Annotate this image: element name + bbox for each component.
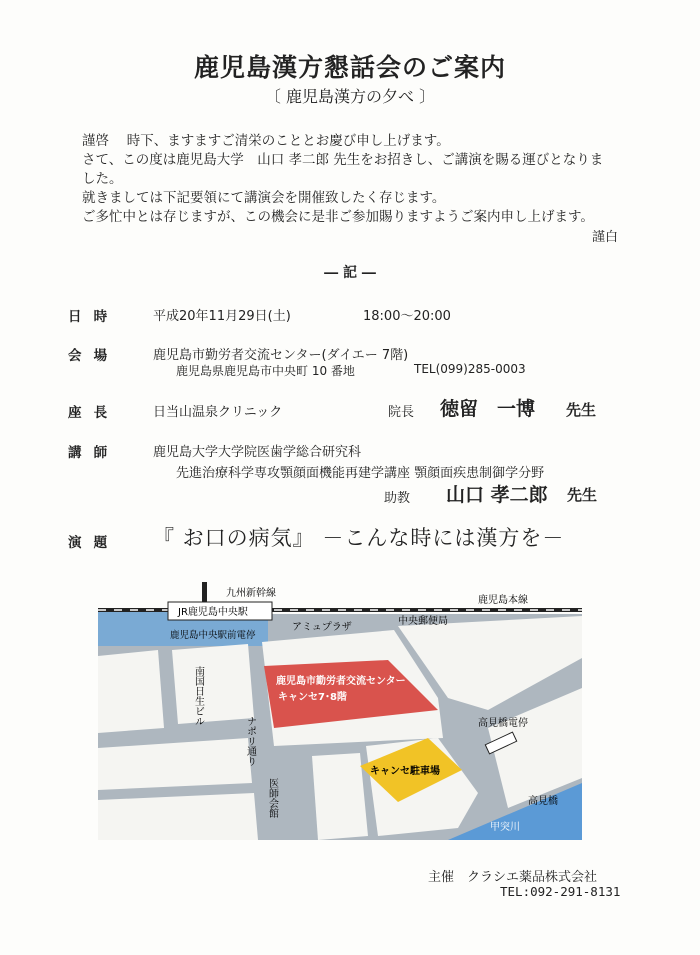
venue-label: 会場 — [68, 348, 120, 364]
lecturer-affiliation2: 先進治療科学専攻顎顔面機能再建学講座 顎顔面疾患制御学分野 — [176, 466, 545, 481]
chair-title: 院長 — [388, 405, 415, 420]
event-date: 平成20年11月29日(土) — [153, 309, 291, 324]
venue-map-label1: 鹿児島市勤労者交流センター — [276, 676, 406, 687]
city-block — [172, 644, 254, 724]
chair-affiliation: 日当山温泉クリニック — [153, 405, 283, 420]
greeting-text — [82, 132, 622, 227]
post-office-label: 中央郵便局 — [398, 616, 448, 627]
closing-word: 謹白 — [591, 230, 618, 245]
greeting-line: 就きましては下記要領にて講演会を開催致したく存じます。 — [82, 190, 446, 206]
ishikai-label: 医師会館 — [266, 778, 278, 818]
lecturer-label: 講師 — [68, 445, 120, 461]
lecturer-name: 山口 孝二郎 — [446, 484, 548, 506]
lecturer-title: 助教 — [384, 491, 411, 506]
station-front-label: 鹿児島中央駅前電停 — [170, 630, 256, 641]
venue-map-label2: キャンセ7･8階 — [278, 692, 347, 703]
chair-name: 徳留 一博 — [440, 398, 536, 420]
page-subtitle: 〔 鹿児島漢方の夕べ 〕 — [264, 87, 436, 106]
organizer-tel: TEL:092-291-8131 — [500, 884, 621, 899]
jr-station-label: JR鹿児島中央駅 — [178, 607, 248, 618]
event-time: 18:00～20:00 — [363, 309, 451, 324]
greeting-line: ご多忙中とは存じますが、この機会に是非ご参加賜りますようご案内申し上げます。 — [82, 209, 594, 225]
city-block — [312, 753, 368, 840]
river-label: 甲突川 — [490, 822, 520, 833]
parking-label: キャンセ駐車場 — [370, 766, 440, 777]
ki-heading: ― 記 ― — [324, 265, 376, 281]
main-line-label: 鹿児島本線 — [478, 595, 528, 606]
chair-honorific: 先生 — [566, 401, 597, 419]
city-block — [98, 793, 258, 840]
lecturer-affiliation1: 鹿児島大学大学院医歯学総合研究科 — [153, 445, 362, 460]
takamibashi-label: 高見橋 — [528, 796, 558, 807]
amu-plaza-label: アミュプラザ — [292, 622, 352, 633]
lecturer-honorific: 先生 — [567, 486, 598, 504]
takamibashi-stop-label: 高見橋電停 — [478, 718, 528, 729]
greeting-line: した。 — [82, 171, 123, 187]
venue-tel: TEL(099)285-0003 — [414, 362, 526, 376]
chair-label: 座長 — [68, 405, 120, 421]
napoli-label: ナポリ通り — [244, 716, 256, 766]
venue-address: 鹿児島県鹿児島市中央町 10 番地 — [176, 364, 355, 378]
greeting-line: さて、この度は鹿児島大学 山口 孝二郎 先生をお招きし、ご講演を賜る運びとなりま — [82, 152, 604, 168]
datetime-label: 日時 — [68, 309, 120, 325]
city-block — [98, 650, 164, 733]
lecture-theme: 『 お口の病気』 －こんな時には漢方を－ — [153, 526, 565, 550]
building-label: 南国日生ビル — [192, 666, 204, 726]
venue-name: 鹿児島市勤労者交流センター(ダイエー 7階) — [153, 348, 409, 363]
access-map — [98, 578, 582, 840]
shinkansen-label: 九州新幹線 — [226, 588, 276, 599]
greeting-line: 謹啓 時下、ますますご清栄のこととお慶び申し上げます。 — [82, 133, 450, 149]
page-title: 鹿児島漢方懇話会のご案内 — [193, 53, 506, 82]
theme-label: 演題 — [68, 535, 120, 551]
organizer: 主催 クラシエ薬品株式会社 — [428, 870, 598, 885]
